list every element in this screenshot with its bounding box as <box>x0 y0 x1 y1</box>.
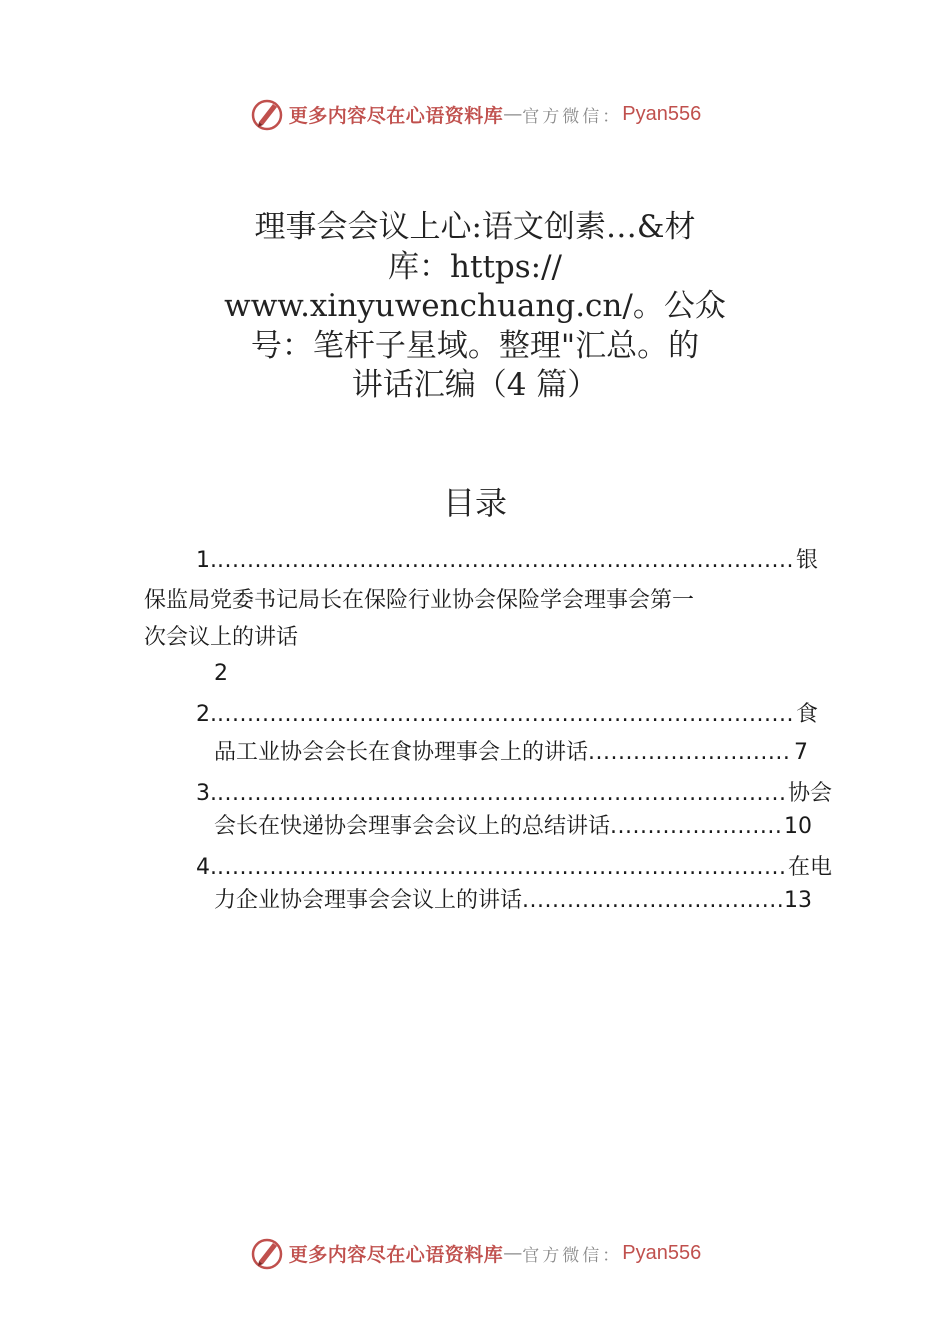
toc-entry-3-line-2[interactable] <box>214 811 812 843</box>
toc-entry-title-start: 在电 <box>787 855 832 880</box>
toc-entry-title: 会长在快递协会理事会会议上的总结讲话 <box>214 814 611 839</box>
toc-page-number: 2 <box>214 661 228 686</box>
toc-entry-title: 品工业协会会长在食协理事会上的讲话 <box>214 740 589 765</box>
toc-entry-3[interactable] <box>196 778 832 810</box>
title-line: 理事会会议上心:语文创素…&材 <box>254 209 696 245</box>
toc-entry-number: 4. <box>196 855 217 880</box>
title-line: 号：笔杆子星域。整理"汇总。的 <box>250 327 700 364</box>
toc-entry-title: 力企业协会理事会会议上的讲话 <box>214 888 523 913</box>
banner-slogan: 更多内容尽在心语资料库 <box>288 104 504 127</box>
toc-entry-number: 3. <box>196 781 217 806</box>
toc-entry-4[interactable] <box>196 852 832 884</box>
dot-leader <box>217 778 786 810</box>
toc-entry-1-page[interactable] <box>214 658 314 690</box>
toc-entry-4-line-2[interactable] <box>214 885 812 917</box>
banner-separator: — <box>503 1242 523 1264</box>
title-line: www.xinyuwenchuang.cn/。公众 <box>224 288 726 324</box>
dot-leader <box>588 737 792 769</box>
toc-entry-title: 次会议上的讲话 <box>144 625 299 650</box>
header-banner <box>0 94 950 134</box>
toc-entry-title-start: 银 <box>795 548 818 573</box>
banner-wechat-id: Pyan556 <box>622 102 702 125</box>
document-title <box>200 208 750 406</box>
toc-entry-number: 1. <box>196 548 217 573</box>
banner-wechat-label: 官方微信： <box>522 106 623 127</box>
title-line: 库：https:// <box>388 248 562 285</box>
dot-leader <box>217 545 794 577</box>
toc-page-number: 10 <box>784 814 812 839</box>
toc-entry-number: 2. <box>196 702 217 727</box>
banner-wechat-label: 官方微信： <box>522 1245 623 1266</box>
banner-separator: — <box>503 103 523 125</box>
banner-wechat-id: Pyan556 <box>622 1241 702 1264</box>
toc-entry-1-line-2[interactable] <box>144 585 824 617</box>
toc-entry-title-start: 协会 <box>787 781 832 806</box>
toc-entry-2-line-2[interactable] <box>214 737 808 769</box>
dot-leader <box>522 885 782 917</box>
toc-entry-2[interactable] <box>196 699 818 731</box>
toc-page-number: 7 <box>794 740 808 765</box>
toc-heading: 目录 <box>442 484 507 522</box>
title-line: 讲话汇编（4 篇） <box>351 367 599 403</box>
dot-leader <box>217 852 786 884</box>
footer-banner <box>0 1233 950 1273</box>
dot-leader <box>217 699 794 731</box>
banner-slogan: 更多内容尽在心语资料库 <box>288 1243 504 1266</box>
pen-logo-icon <box>249 1235 285 1271</box>
toc-entry-title-start: 食 <box>795 702 818 727</box>
toc-entry-title: 保监局党委书记局长在保险行业协会保险学会理事会第一 <box>144 588 695 613</box>
toc-page-number: 13 <box>784 888 812 913</box>
dot-leader <box>610 811 782 843</box>
toc-entry-1-line-3[interactable] <box>144 622 824 654</box>
toc-entry-1[interactable] <box>196 545 818 577</box>
pen-logo-icon <box>249 96 285 132</box>
